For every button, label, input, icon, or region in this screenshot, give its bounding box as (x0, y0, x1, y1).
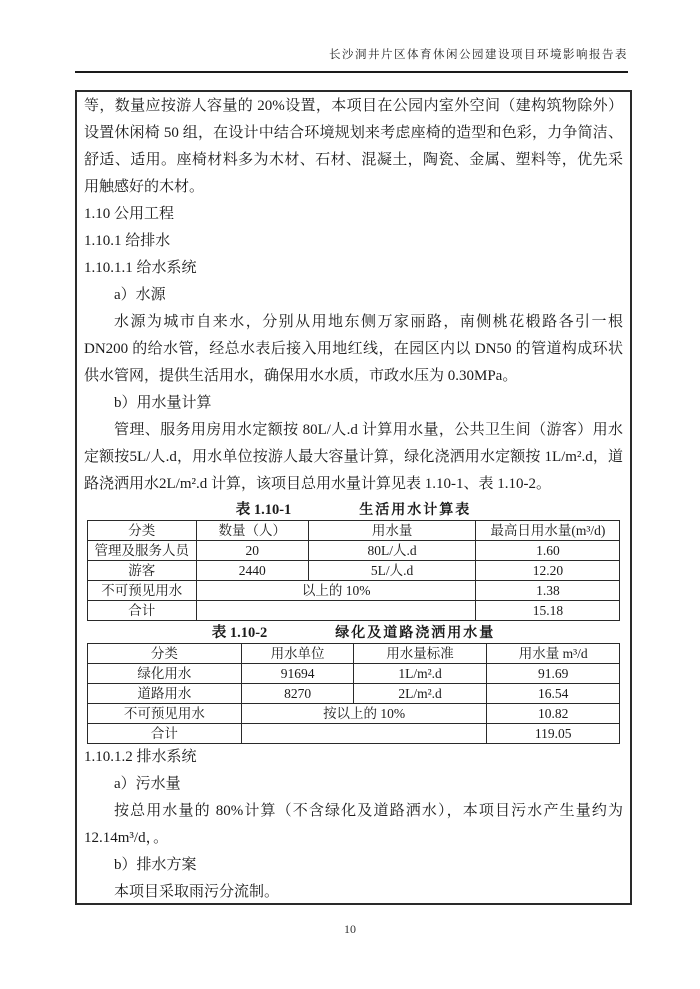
table2-cell: 1L/m².d (353, 664, 486, 684)
header-title: 长沙洞井片区体育休闲公园建设项目环境影响报告表 (329, 49, 628, 61)
table1-cell: 不可预见用水 (87, 581, 196, 601)
table2-name: 绿化及道路浇洒用水量 (335, 624, 496, 640)
table-row (87, 541, 620, 561)
table2-header-category: 分类 (87, 644, 241, 664)
table1-header-quantity: 数量（人） (196, 521, 308, 541)
table1-cell: 20 (196, 541, 308, 561)
heading-1-10-1-1: 1.10.1.1 给水系统 (84, 260, 197, 276)
heading-1-10: 1.10 公用工程 (84, 206, 175, 222)
paragraph-seating: 等，数量应按游人容量的 20%设置，本项目在公园内室外空间（建构筑物除外）设置休闲椅 50 组，在设计中结合环境规划来考虑座椅的造型和色彩，力争简洁、舒适、适用。座椅材料多为木材、石材、混凝土，陶瓷、金属、塑料等，优先采用触感好的木材。 (84, 98, 623, 195)
table-row (87, 664, 620, 684)
table1-header-category: 分类 (87, 521, 196, 541)
table1-cell: 2440 (196, 561, 308, 581)
table1-cell-merged (196, 601, 476, 621)
item-b-drainage: b）排水方案 (114, 857, 197, 873)
table-row (87, 561, 620, 581)
table1-cell: 12.20 (476, 561, 620, 581)
table2-cell: 10.82 (487, 704, 620, 724)
table1-cell: 管理及服务人员 (87, 541, 196, 561)
table1-name: 生活用水计算表 (359, 501, 472, 517)
table-irrigation-water (87, 643, 621, 744)
table2-header-unit: 用水单位 (242, 644, 354, 664)
table2-cell: 不可预见用水 (87, 704, 241, 724)
table2-cell: 道路用水 (87, 684, 241, 704)
page-footer (0, 922, 700, 937)
table1-header-usage: 用水量 (308, 521, 476, 541)
paragraph-sewage: 按总用水量的 80%计算（不含绿化及道路洒水），本项目污水产生量约为12.14m³/d，。 (84, 803, 623, 846)
table1-cell: 游客 (87, 561, 196, 581)
table1-cell: 15.18 (476, 601, 620, 621)
table2-header-amount: 用水量 m³/d (487, 644, 620, 664)
table1-cell: 1.60 (476, 541, 620, 561)
table1-header-row (87, 521, 620, 541)
paragraph-split-system: 本项目采取雨污分流制。 (114, 884, 280, 900)
table-row (87, 724, 620, 744)
table2-cell: 16.54 (487, 684, 620, 704)
table1-cell: 1.38 (476, 581, 620, 601)
table-domestic-water (87, 520, 621, 621)
table2-cell: 91694 (242, 664, 354, 684)
table-row (87, 684, 620, 704)
page-header (75, 46, 628, 73)
table2-label: 表 1.10-2 (211, 625, 268, 641)
table-row (87, 704, 620, 724)
table2-header-row (87, 644, 620, 664)
table2-cell: 合计 (87, 724, 241, 744)
table2-cell-merged (242, 724, 487, 744)
table1-cell-merged: 以上的 10% (196, 581, 476, 601)
table2-cell: 8270 (242, 684, 354, 704)
table-row (87, 601, 620, 621)
content-box (75, 90, 632, 905)
table1-cell: 5L/人.d (308, 561, 476, 581)
table1-label: 表 1.10-1 (235, 502, 292, 518)
table1-header-max-daily: 最高日用水量(m³/d) (476, 521, 620, 541)
table2-header-standard: 用水量标准 (353, 644, 486, 664)
item-b-usage-calc: b）用水量计算 (114, 395, 212, 411)
paragraph-water-source: 水源为城市自来水，分别从用地东侧万家丽路，南侧桃花椴路各引一根 DN200 的给水管，经总水表后接入用地红线，在园区内以 DN50 的管道构成环状供水管网，提供生活用水，确保用水水质，市政水压为 0.30MPa。 (84, 314, 623, 384)
table2-cell: 119.05 (487, 724, 620, 744)
table2-cell-merged: 按以上的 10% (242, 704, 487, 724)
table2-caption (84, 623, 623, 642)
heading-1-10-1: 1.10.1 给排水 (84, 233, 171, 249)
page-number: 10 (344, 922, 356, 936)
table2-cell: 绿化用水 (87, 664, 241, 684)
heading-1-10-1-2: 1.10.1.2 排水系统 (84, 749, 197, 765)
item-a-sewage: a）污水量 (114, 776, 181, 792)
table1-caption (84, 500, 623, 519)
item-a-water-source: a）水源 (114, 287, 166, 303)
paragraph-usage-calc: 管理、服务用房用水定额按 80L/人.d 计算用水量，公共卫生间（游客）用水定额按5L/人.d，用水单位按游人最大容量计算，绿化浇洒用水定额按 1L/m².d，道路浇洒用水2L/m².d 计算，该项目总用水量计算见表 1.10-1、表 1.10-2。 (84, 422, 623, 492)
table1-cell: 合计 (87, 601, 196, 621)
table2-cell: 2L/m².d (353, 684, 486, 704)
table-row (87, 581, 620, 601)
table1-cell: 80L/人.d (308, 541, 476, 561)
table2-cell: 91.69 (487, 664, 620, 684)
